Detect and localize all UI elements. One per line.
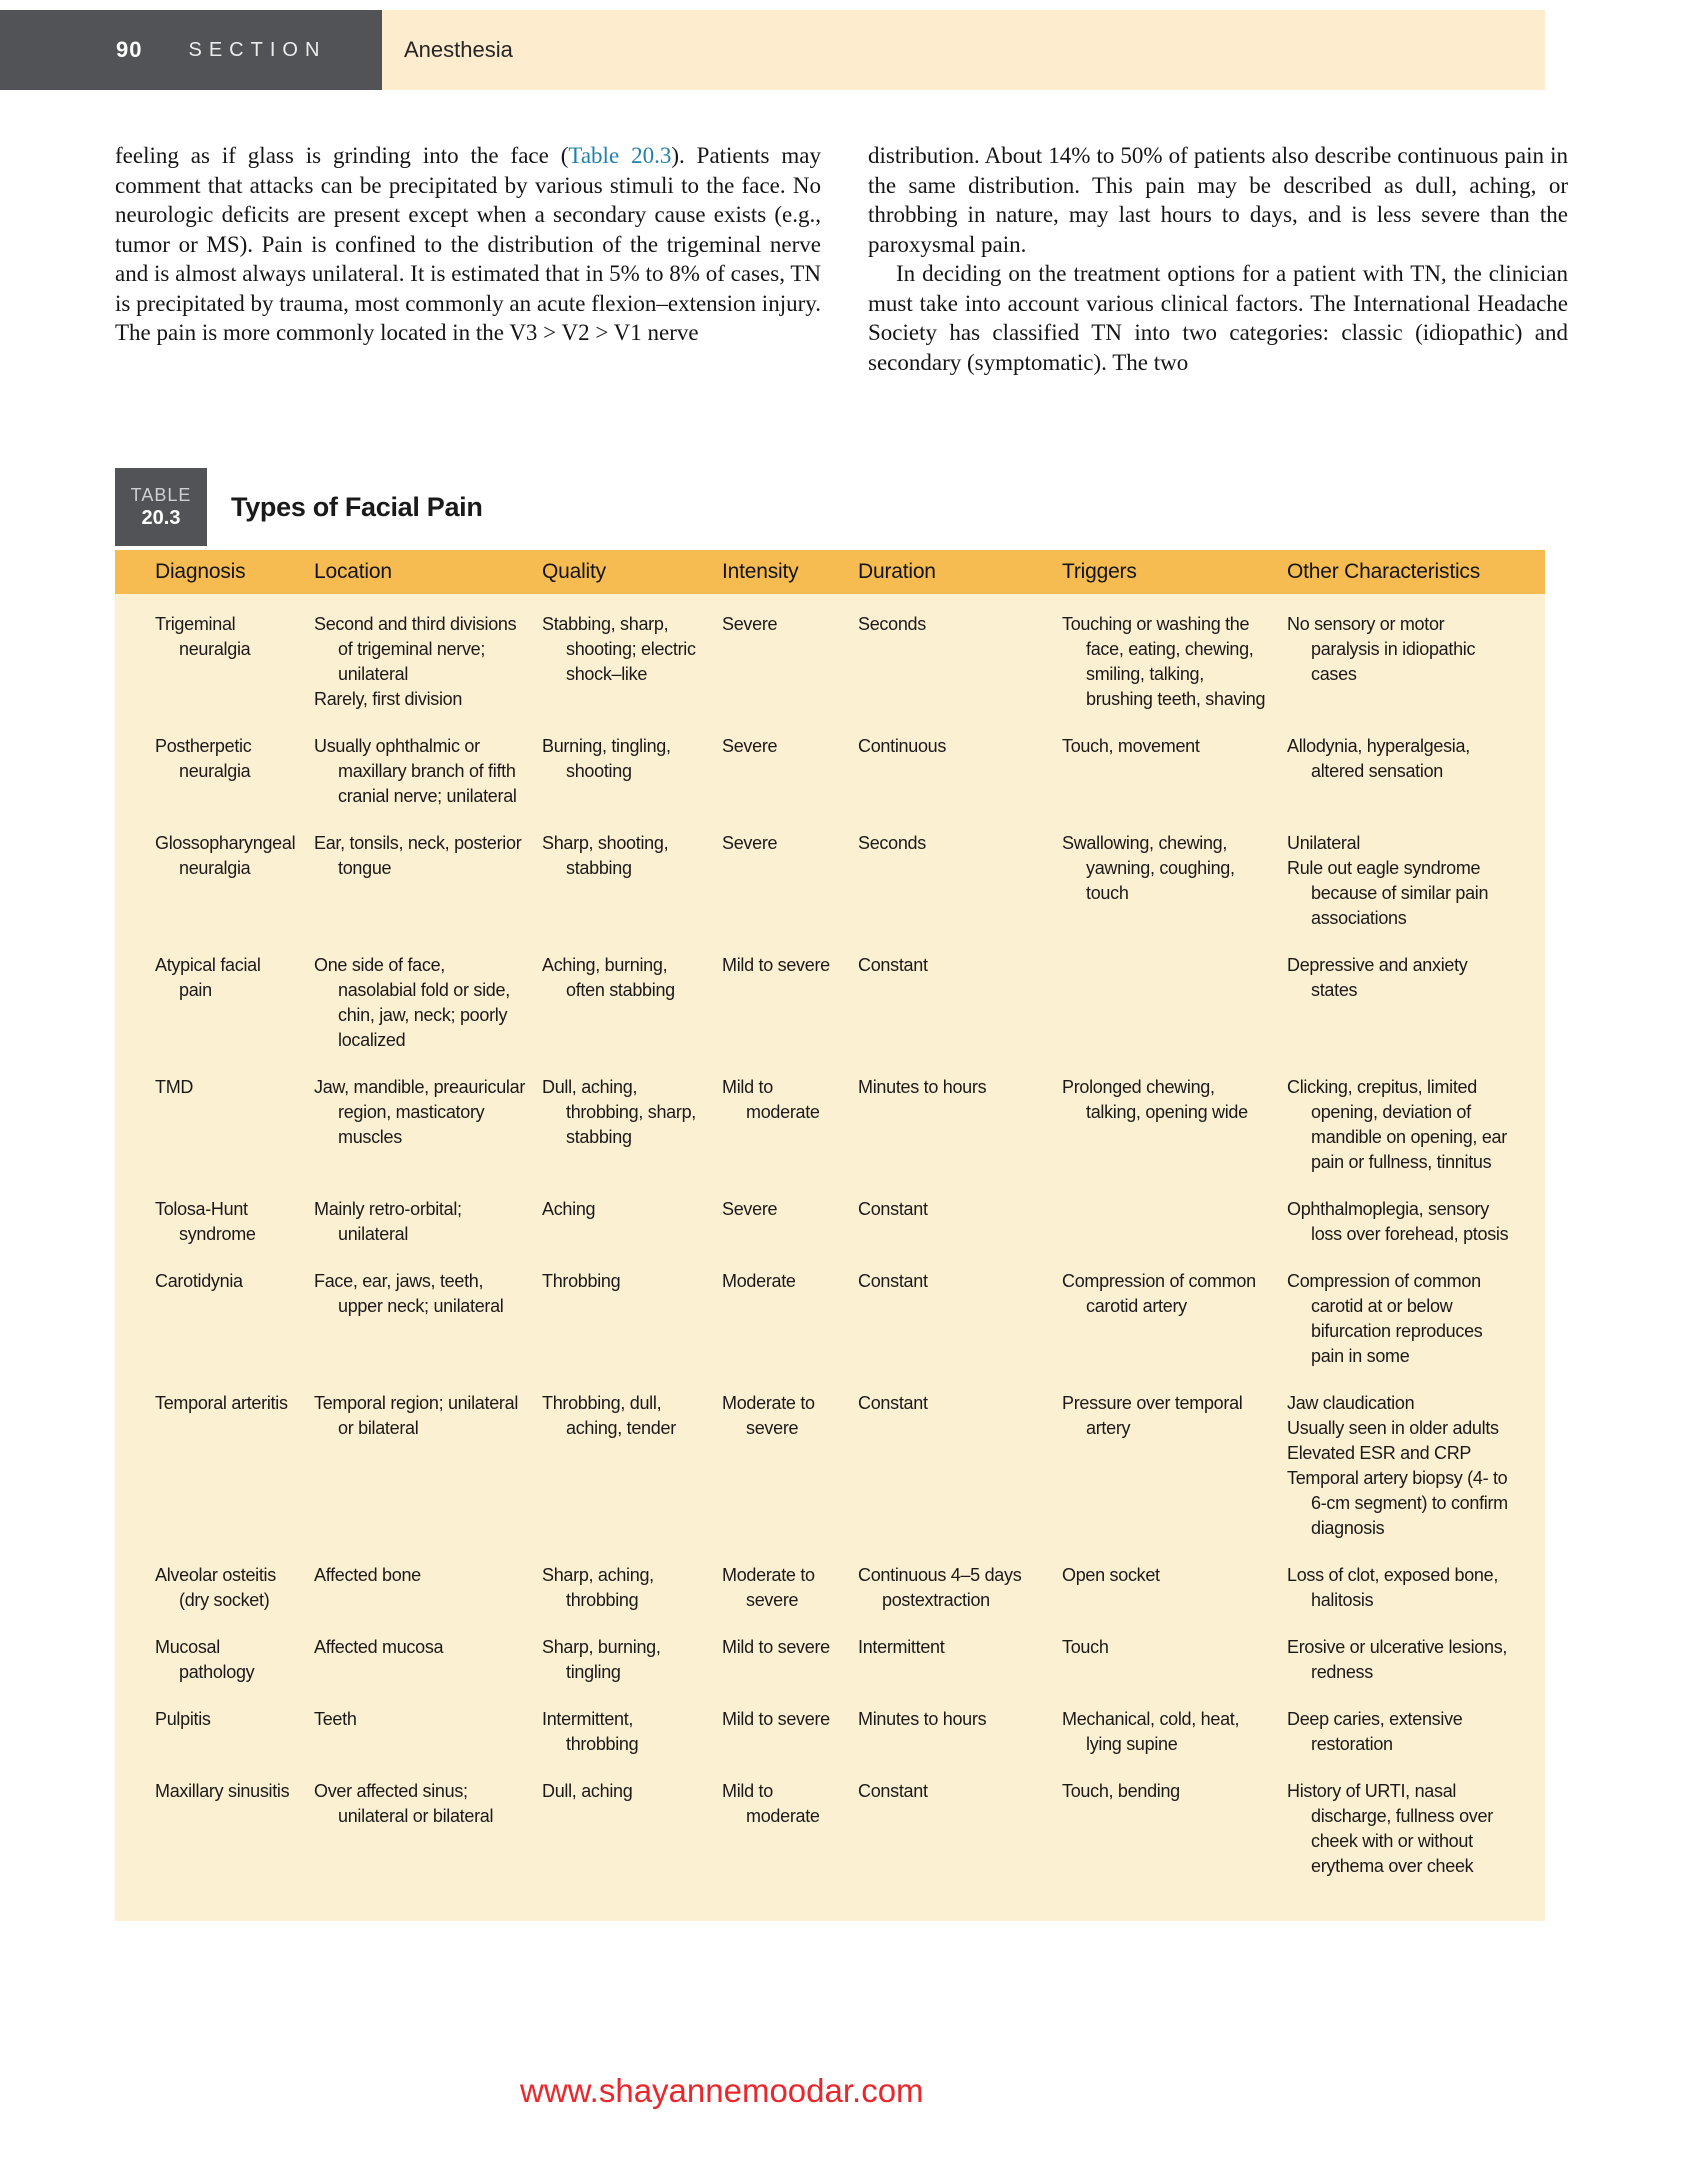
- table-cell: [314, 1635, 542, 1685]
- table-cell: [858, 612, 1062, 712]
- table-cell-paragraph: Seconds: [858, 833, 926, 853]
- table-cell-paragraph: Touch: [1062, 1637, 1109, 1657]
- table-row: [155, 612, 1545, 712]
- table-cell: [155, 1391, 314, 1541]
- table-cell-paragraph: Mild to severe: [722, 1709, 830, 1729]
- table-body: [115, 594, 1545, 1921]
- column-header: Diagnosis: [155, 560, 246, 583]
- table-cell-paragraph: Constant: [858, 1199, 928, 1219]
- table-cell-paragraph: Constant: [858, 1393, 928, 1413]
- table-cell: [722, 831, 858, 931]
- table-cell-paragraph: Unilateral: [1287, 833, 1361, 853]
- table-cell-paragraph: Compression of common carotid artery: [1062, 1271, 1256, 1316]
- table-cell-paragraph: Loss of clot, exposed bone, halitosis: [1287, 1565, 1499, 1610]
- table-cell: [314, 1269, 542, 1369]
- table-cell: [542, 1391, 722, 1541]
- table-cell: [1287, 1563, 1530, 1613]
- table-cell-paragraph: Temporal region; unilateral or bilateral: [314, 1393, 519, 1438]
- table-cell: [155, 1779, 314, 1879]
- table-cell: [722, 734, 858, 809]
- table-cell-paragraph: Moderate to severe: [722, 1565, 815, 1610]
- section-label: SECTION: [188, 38, 327, 61]
- table-cell-paragraph: Rule out eagle syndrome because of similar pain associations: [1287, 858, 1489, 928]
- table-cell-paragraph: Atypical facial pain: [155, 955, 261, 1000]
- table-cell: [542, 1635, 722, 1685]
- table-cell-paragraph: Throbbing, dull, aching, tender: [542, 1393, 676, 1438]
- table-cell: [314, 1779, 542, 1879]
- table-cell: [858, 1197, 1062, 1247]
- table-cell-paragraph: Compression of common carotid at or below bifurcation reproduces pain in some: [1287, 1271, 1483, 1366]
- table-cell-paragraph: Stabbing, sharp, shooting; electric shock–like: [542, 614, 696, 684]
- table-cell-paragraph: Over affected sinus; unilateral or bilateral: [314, 1781, 494, 1826]
- table-title: Types of Facial Pain: [231, 491, 483, 522]
- table-cell: [722, 1391, 858, 1541]
- table-types-of-facial-pain: [115, 468, 1545, 1921]
- table-cell-paragraph: Mainly retro-orbital; unilateral: [314, 1199, 462, 1244]
- column-header: Triggers: [1062, 560, 1137, 583]
- table-cell-paragraph: One side of face, nasolabial fold or side, chin, jaw, neck; poorly localized: [314, 955, 510, 1050]
- table-cell: [722, 1779, 858, 1879]
- table-label-word: TABLE: [130, 484, 192, 505]
- table-cell: [1062, 1391, 1287, 1541]
- table-cell: [314, 953, 542, 1053]
- table-row: [155, 1563, 1545, 1613]
- table-cell: [722, 953, 858, 1053]
- table-cell-paragraph: Alveolar osteitis (dry socket): [155, 1565, 276, 1610]
- page-header-bar: [0, 10, 382, 90]
- table-cell-paragraph: Face, ear, jaws, teeth, upper neck; unilateral: [314, 1271, 504, 1316]
- table-cell: [542, 734, 722, 809]
- table-cell-paragraph: Affected bone: [314, 1565, 421, 1585]
- table-cell: [155, 1269, 314, 1369]
- table-cell-paragraph: Constant: [858, 955, 928, 975]
- table-cell-paragraph: Touch, movement: [1062, 736, 1200, 756]
- table-cell: [858, 831, 1062, 931]
- body-column-right: [868, 141, 1568, 377]
- table-reference-link[interactable]: Table 20.3: [568, 143, 672, 168]
- table-cell-paragraph: Mechanical, cold, heat, lying supine: [1062, 1709, 1240, 1754]
- table-cell-paragraph: Severe: [722, 736, 778, 756]
- table-cell: [1062, 1563, 1287, 1613]
- table-cell: [722, 1635, 858, 1685]
- table-cell: [722, 1563, 858, 1613]
- table-cell-paragraph: Erosive or ulcerative lesions, redness: [1287, 1637, 1508, 1682]
- table-cell-paragraph: Mild to severe: [722, 1637, 830, 1657]
- table-row: [155, 1269, 1545, 1369]
- table-cell: [542, 1779, 722, 1879]
- table-row: [155, 953, 1545, 1053]
- table-cell-paragraph: Teeth: [314, 1709, 357, 1729]
- table-cell: [1287, 1269, 1530, 1369]
- table-cell: [722, 612, 858, 712]
- table-cell-paragraph: Moderate: [722, 1271, 796, 1291]
- table-cell: [314, 831, 542, 931]
- column-header: Quality: [542, 560, 606, 583]
- table-cell-paragraph: Sharp, burning, tingling: [542, 1637, 661, 1682]
- table-cell: [858, 1075, 1062, 1175]
- table-cell-paragraph: Touching or washing the face, eating, chewing, smiling, talking, brushing teeth, shaving: [1062, 614, 1266, 709]
- table-cell: [1062, 831, 1287, 931]
- body-paragraph-right-2: In deciding on the treatment options for a patient with TN, the clinician must take into account various clinical factors. The International Headache Society has classified TN into two categories: classic (idiopathic) and secondary (symptomatic). The two: [868, 261, 1568, 375]
- table-cell-paragraph: Elevated ESR and CRP: [1287, 1443, 1472, 1463]
- table-cell-paragraph: Continuous: [858, 736, 947, 756]
- table-cell-paragraph: Mild to severe: [722, 955, 830, 975]
- table-cell: [155, 1075, 314, 1175]
- table-cell: [722, 1197, 858, 1247]
- table-cell-paragraph: Affected mucosa: [314, 1637, 444, 1657]
- table-cell-paragraph: Continuous 4–5 days postextraction: [858, 1565, 1022, 1610]
- table-cell-paragraph: Mild to moderate: [722, 1781, 820, 1826]
- table-cell-paragraph: Minutes to hours: [858, 1709, 987, 1729]
- table-cell-paragraph: No sensory or motor paralysis in idiopathic cases: [1287, 614, 1476, 684]
- table-cell: [1287, 734, 1530, 809]
- table-cell-paragraph: Prolonged chewing, talking, opening wide: [1062, 1077, 1248, 1122]
- table-cell: [155, 1707, 314, 1757]
- column-header: Intensity: [722, 560, 799, 583]
- table-cell-paragraph: Second and third divisions of trigeminal nerve; unilateral: [314, 614, 517, 684]
- table-cell-paragraph: Jaw claudication: [1287, 1393, 1415, 1413]
- table-cell-paragraph: Allodynia, hyperalgesia, altered sensation: [1287, 736, 1470, 781]
- table-cell: [1062, 1635, 1287, 1685]
- table-cell-paragraph: Severe: [722, 614, 778, 634]
- table-cell-paragraph: Pulpitis: [155, 1709, 211, 1729]
- table-cell: [542, 1075, 722, 1175]
- table-row: [155, 1635, 1545, 1685]
- table-cell: [314, 1707, 542, 1757]
- table-cell: [314, 1391, 542, 1541]
- table-cell-paragraph: Moderate to severe: [722, 1393, 815, 1438]
- table-cell-paragraph: Aching: [542, 1199, 596, 1219]
- table-cell-paragraph: Postherpetic neuralgia: [155, 736, 252, 781]
- table-cell: [314, 1563, 542, 1613]
- table-cell-paragraph: Carotidynia: [155, 1271, 243, 1291]
- table-label-number: 20.3: [141, 506, 181, 529]
- chapter-title: Anesthesia: [404, 37, 513, 62]
- table-cell: [314, 612, 542, 712]
- table-row: [155, 1707, 1545, 1757]
- table-cell: [858, 1635, 1062, 1685]
- table-cell-paragraph: Glossopharyngeal neuralgia: [155, 833, 296, 878]
- table-cell-paragraph: Severe: [722, 1199, 778, 1219]
- table-cell-paragraph: Aching, burning, often stabbing: [542, 955, 675, 1000]
- table-cell: [542, 1563, 722, 1613]
- column-header: Duration: [858, 560, 936, 583]
- chapter-band: [382, 10, 1545, 90]
- table-cell: [314, 734, 542, 809]
- table-cell: [1287, 612, 1530, 712]
- table-cell: [722, 1269, 858, 1369]
- table-cell: [542, 831, 722, 931]
- table-row: [155, 1779, 1545, 1879]
- table-cell: [155, 1635, 314, 1685]
- table-cell: [722, 1707, 858, 1757]
- footer-website-link[interactable]: www.shayannemoodar.com: [520, 2072, 924, 2109]
- table-cell: [542, 612, 722, 712]
- table-cell-paragraph: Mild to moderate: [722, 1077, 820, 1122]
- page-number: 90: [116, 37, 143, 62]
- table-cell: [155, 953, 314, 1053]
- table-cell: [542, 1197, 722, 1247]
- table-cell: [1062, 1707, 1287, 1757]
- table-cell: [1062, 1075, 1287, 1175]
- table-cell: [1287, 1779, 1530, 1879]
- table-cell: [858, 953, 1062, 1053]
- table-cell-paragraph: Intermittent, throbbing: [542, 1709, 639, 1754]
- table-caption: [115, 468, 1545, 546]
- table-cell-paragraph: Usually ophthalmic or maxillary branch of fifth cranial nerve; unilateral: [314, 736, 517, 806]
- table-cell: [1062, 734, 1287, 809]
- table-cell-paragraph: Clicking, crepitus, limited opening, deviation of mandible on opening, ear pain or fullness, tinnitus: [1287, 1077, 1507, 1172]
- table-cell: [858, 734, 1062, 809]
- table-cell: [1287, 1635, 1530, 1685]
- table-cell: [1062, 953, 1287, 1053]
- table-cell: [155, 1197, 314, 1247]
- table-row: [155, 1075, 1545, 1175]
- table-cell: [155, 1563, 314, 1613]
- table-cell-paragraph: Constant: [858, 1271, 928, 1291]
- table-cell-paragraph: TMD: [155, 1077, 194, 1097]
- table-cell-paragraph: Open socket: [1062, 1565, 1160, 1585]
- table-cell-paragraph: Touch, bending: [1062, 1781, 1180, 1801]
- table-cell: [1062, 1269, 1287, 1369]
- table-cell-paragraph: Sharp, shooting, stabbing: [542, 833, 669, 878]
- table-cell-paragraph: Ophthalmoplegia, sensory loss over forehead, ptosis: [1287, 1199, 1509, 1244]
- table-cell-paragraph: Temporal arteritis: [155, 1393, 288, 1413]
- table-cell: [858, 1391, 1062, 1541]
- body-text: ). Patients may comment that attacks can be precipitated by various stimuli to the face. No neurologic deficits are present except when a secondary cause exists (e.g., tumor or MS). Pain is confined to the distribution of the trigeminal nerve and is almost always unilateral. It is estimated that in 5% to 8% of cases, TN is precipitated by trauma, most commonly an acute flexion–extension injury. The pain is more commonly located in the V3 > V2 > V1 nerve: [115, 143, 821, 345]
- table-cell-paragraph: Mucosal pathology: [155, 1637, 255, 1682]
- table-cell-paragraph: Dull, aching: [542, 1781, 633, 1801]
- table-cell: [858, 1707, 1062, 1757]
- table-cell: [1287, 1197, 1530, 1247]
- table-cell-paragraph: Swallowing, chewing, yawning, coughing, touch: [1062, 833, 1235, 903]
- table-cell: [1062, 1197, 1287, 1247]
- table-cell-paragraph: Deep caries, extensive restoration: [1287, 1709, 1463, 1754]
- table-cell: [542, 1269, 722, 1369]
- table-cell: [1062, 1779, 1287, 1879]
- table-cell: [1287, 1707, 1530, 1757]
- table-cell-paragraph: Minutes to hours: [858, 1077, 987, 1097]
- table-cell-paragraph: Sharp, aching, throbbing: [542, 1565, 654, 1610]
- table-cell-paragraph: Severe: [722, 833, 778, 853]
- body-paragraph-right-1: distribution. About 14% to 50% of patients also describe continuous pain in the same distribution. This pain may be described as dull, aching, or throbbing in nature, may last hours to days, and is less severe than the paroxysmal pain.: [868, 143, 1568, 257]
- table-cell-paragraph: Burning, tingling, shooting: [542, 736, 671, 781]
- table-cell: [155, 831, 314, 931]
- table-cell: [858, 1563, 1062, 1613]
- table-cell-paragraph: Pressure over temporal artery: [1062, 1393, 1243, 1438]
- table-cell-paragraph: Constant: [858, 1781, 928, 1801]
- table-cell: [1287, 1391, 1530, 1541]
- table-cell-paragraph: Tolosa-Hunt syndrome: [155, 1199, 256, 1244]
- column-header: Other Characteristics: [1287, 560, 1481, 583]
- table-cell-paragraph: Depressive and anxiety states: [1287, 955, 1468, 1000]
- table-row: [155, 734, 1545, 809]
- table-cell-paragraph: Dull, aching, throbbing, sharp, stabbing: [542, 1077, 696, 1147]
- table-cell: [1287, 831, 1530, 931]
- table-cell: [155, 734, 314, 809]
- table-cell-paragraph: Rarely, first division: [314, 689, 463, 709]
- body-paragraph-left: [115, 141, 821, 348]
- table-cell-paragraph: History of URTI, nasal discharge, fullness over cheek with or without erythema over cheek: [1287, 1781, 1493, 1876]
- table-header-row: [115, 550, 1545, 594]
- table-cell-paragraph: Maxillary sinusitis: [155, 1781, 290, 1801]
- table-cell-paragraph: Throbbing: [542, 1271, 621, 1291]
- table-cell: [1062, 612, 1287, 712]
- body-column-left: [115, 141, 821, 348]
- table-row: [155, 831, 1545, 931]
- table-cell: [858, 1779, 1062, 1879]
- table-cell: [155, 612, 314, 712]
- table-cell: [542, 953, 722, 1053]
- table-cell-paragraph: Jaw, mandible, preauricular region, masticatory muscles: [314, 1077, 526, 1147]
- table-row: [155, 1391, 1545, 1541]
- table-label-box: [115, 468, 207, 546]
- table-cell-paragraph: Usually seen in older adults: [1287, 1418, 1499, 1438]
- table-cell: [542, 1707, 722, 1757]
- table-cell-paragraph: Trigeminal neuralgia: [155, 614, 251, 659]
- table-cell: [314, 1075, 542, 1175]
- table-row: [155, 1197, 1545, 1247]
- column-header: Location: [314, 560, 392, 583]
- table-cell-paragraph: Ear, tonsils, neck, posterior tongue: [314, 833, 522, 878]
- table-cell: [722, 1075, 858, 1175]
- body-text: feeling as if glass is grinding into the face (: [115, 143, 569, 168]
- table-cell: [314, 1197, 542, 1247]
- table-cell: [1287, 1075, 1530, 1175]
- table-cell: [858, 1269, 1062, 1369]
- table-cell-paragraph: Temporal artery biopsy (4- to 6-cm segment) to confirm diagnosis: [1287, 1468, 1508, 1538]
- table-cell-paragraph: Seconds: [858, 614, 926, 634]
- table-cell-paragraph: Intermittent: [858, 1637, 945, 1657]
- table-cell: [1287, 953, 1530, 1053]
